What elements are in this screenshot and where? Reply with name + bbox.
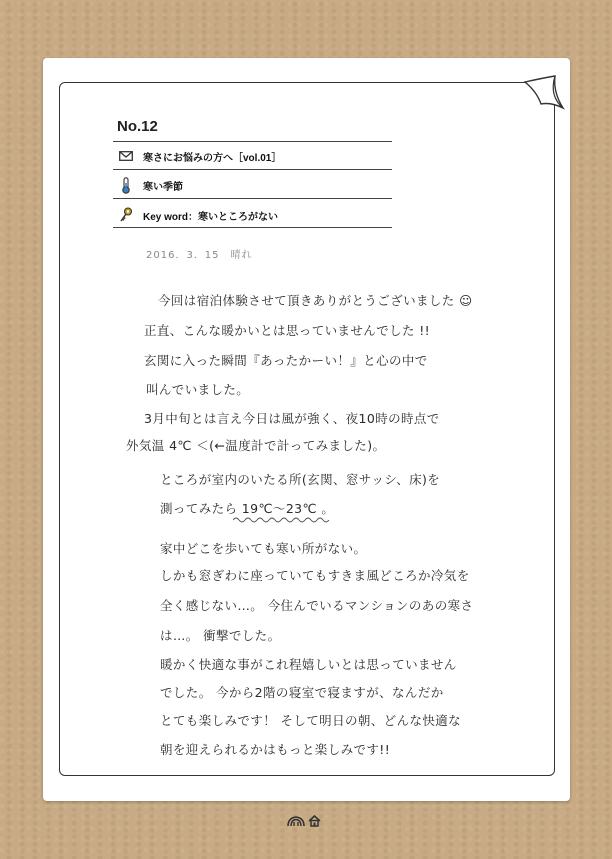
divider (113, 141, 392, 142)
keyword-text: Key word：寒いところがない (143, 211, 279, 223)
key-icon (118, 207, 134, 223)
diary-line: 3月中旬とは言え今日は風が強く、夜10時の時点で (144, 411, 440, 426)
topic-text: 寒さにお悩みの方へ［vol.01］ (143, 152, 282, 164)
diary-line: 外気温 4℃ ＜(←温度計で計ってみました)。 (126, 438, 386, 453)
header-row-topic (118, 145, 281, 167)
page-curl-icon (523, 74, 565, 114)
diary-line: 家中どこを歩いても寒い所がない。 (160, 541, 367, 556)
thermometer-icon (118, 177, 134, 193)
divider (113, 169, 392, 170)
diary-line: でした。 今から2階の寝室で寝ますが、なんだか (160, 685, 444, 700)
diary-line: は…。 衝撃でした。 (160, 628, 281, 643)
header-row-season (118, 174, 183, 196)
diary-line: 叫んでいました。 (146, 382, 250, 397)
divider (113, 198, 392, 199)
diary-line: 朝を迎えられるかはもっと楽しみです!! (160, 742, 391, 757)
diary-line: 測ってみたら 19℃～23℃ 。 (160, 501, 335, 516)
entry-number: No.12 (117, 118, 158, 135)
underline-squiggle (233, 516, 333, 524)
diary-line: 正直、こんな暖かいとは思っていませんでした !! (144, 323, 431, 338)
diary-line: 今回は宿泊体験させて頂きありがとうございました ☺ (158, 293, 473, 308)
diary-line: とても楽しみです！ そして明日の朝、どんな快適な (160, 713, 462, 728)
diary-line: ところが室内のいたる所(玄関、窓サッシ、床)を (160, 472, 441, 487)
season-text: 寒い季節 (143, 181, 183, 193)
envelope-icon (118, 148, 134, 164)
house-logo-icon (287, 815, 321, 827)
diary-line: 全く感じない…。 今住んでいるマンションのあの寒さ (160, 598, 474, 613)
diary-line: しかも窓ぎわに座っていてもすきま風どころか冷気を (160, 568, 470, 583)
header-row-keyword (118, 204, 278, 226)
diary-line: 玄関に入った瞬間『あったかーい！』と心の中で (144, 353, 428, 368)
divider (113, 227, 392, 228)
diary-date: 2016．3．15 晴れ (146, 250, 253, 261)
diary-line: 暖かく快適な事がこれ程嬉しいとは思っていません (160, 657, 457, 672)
